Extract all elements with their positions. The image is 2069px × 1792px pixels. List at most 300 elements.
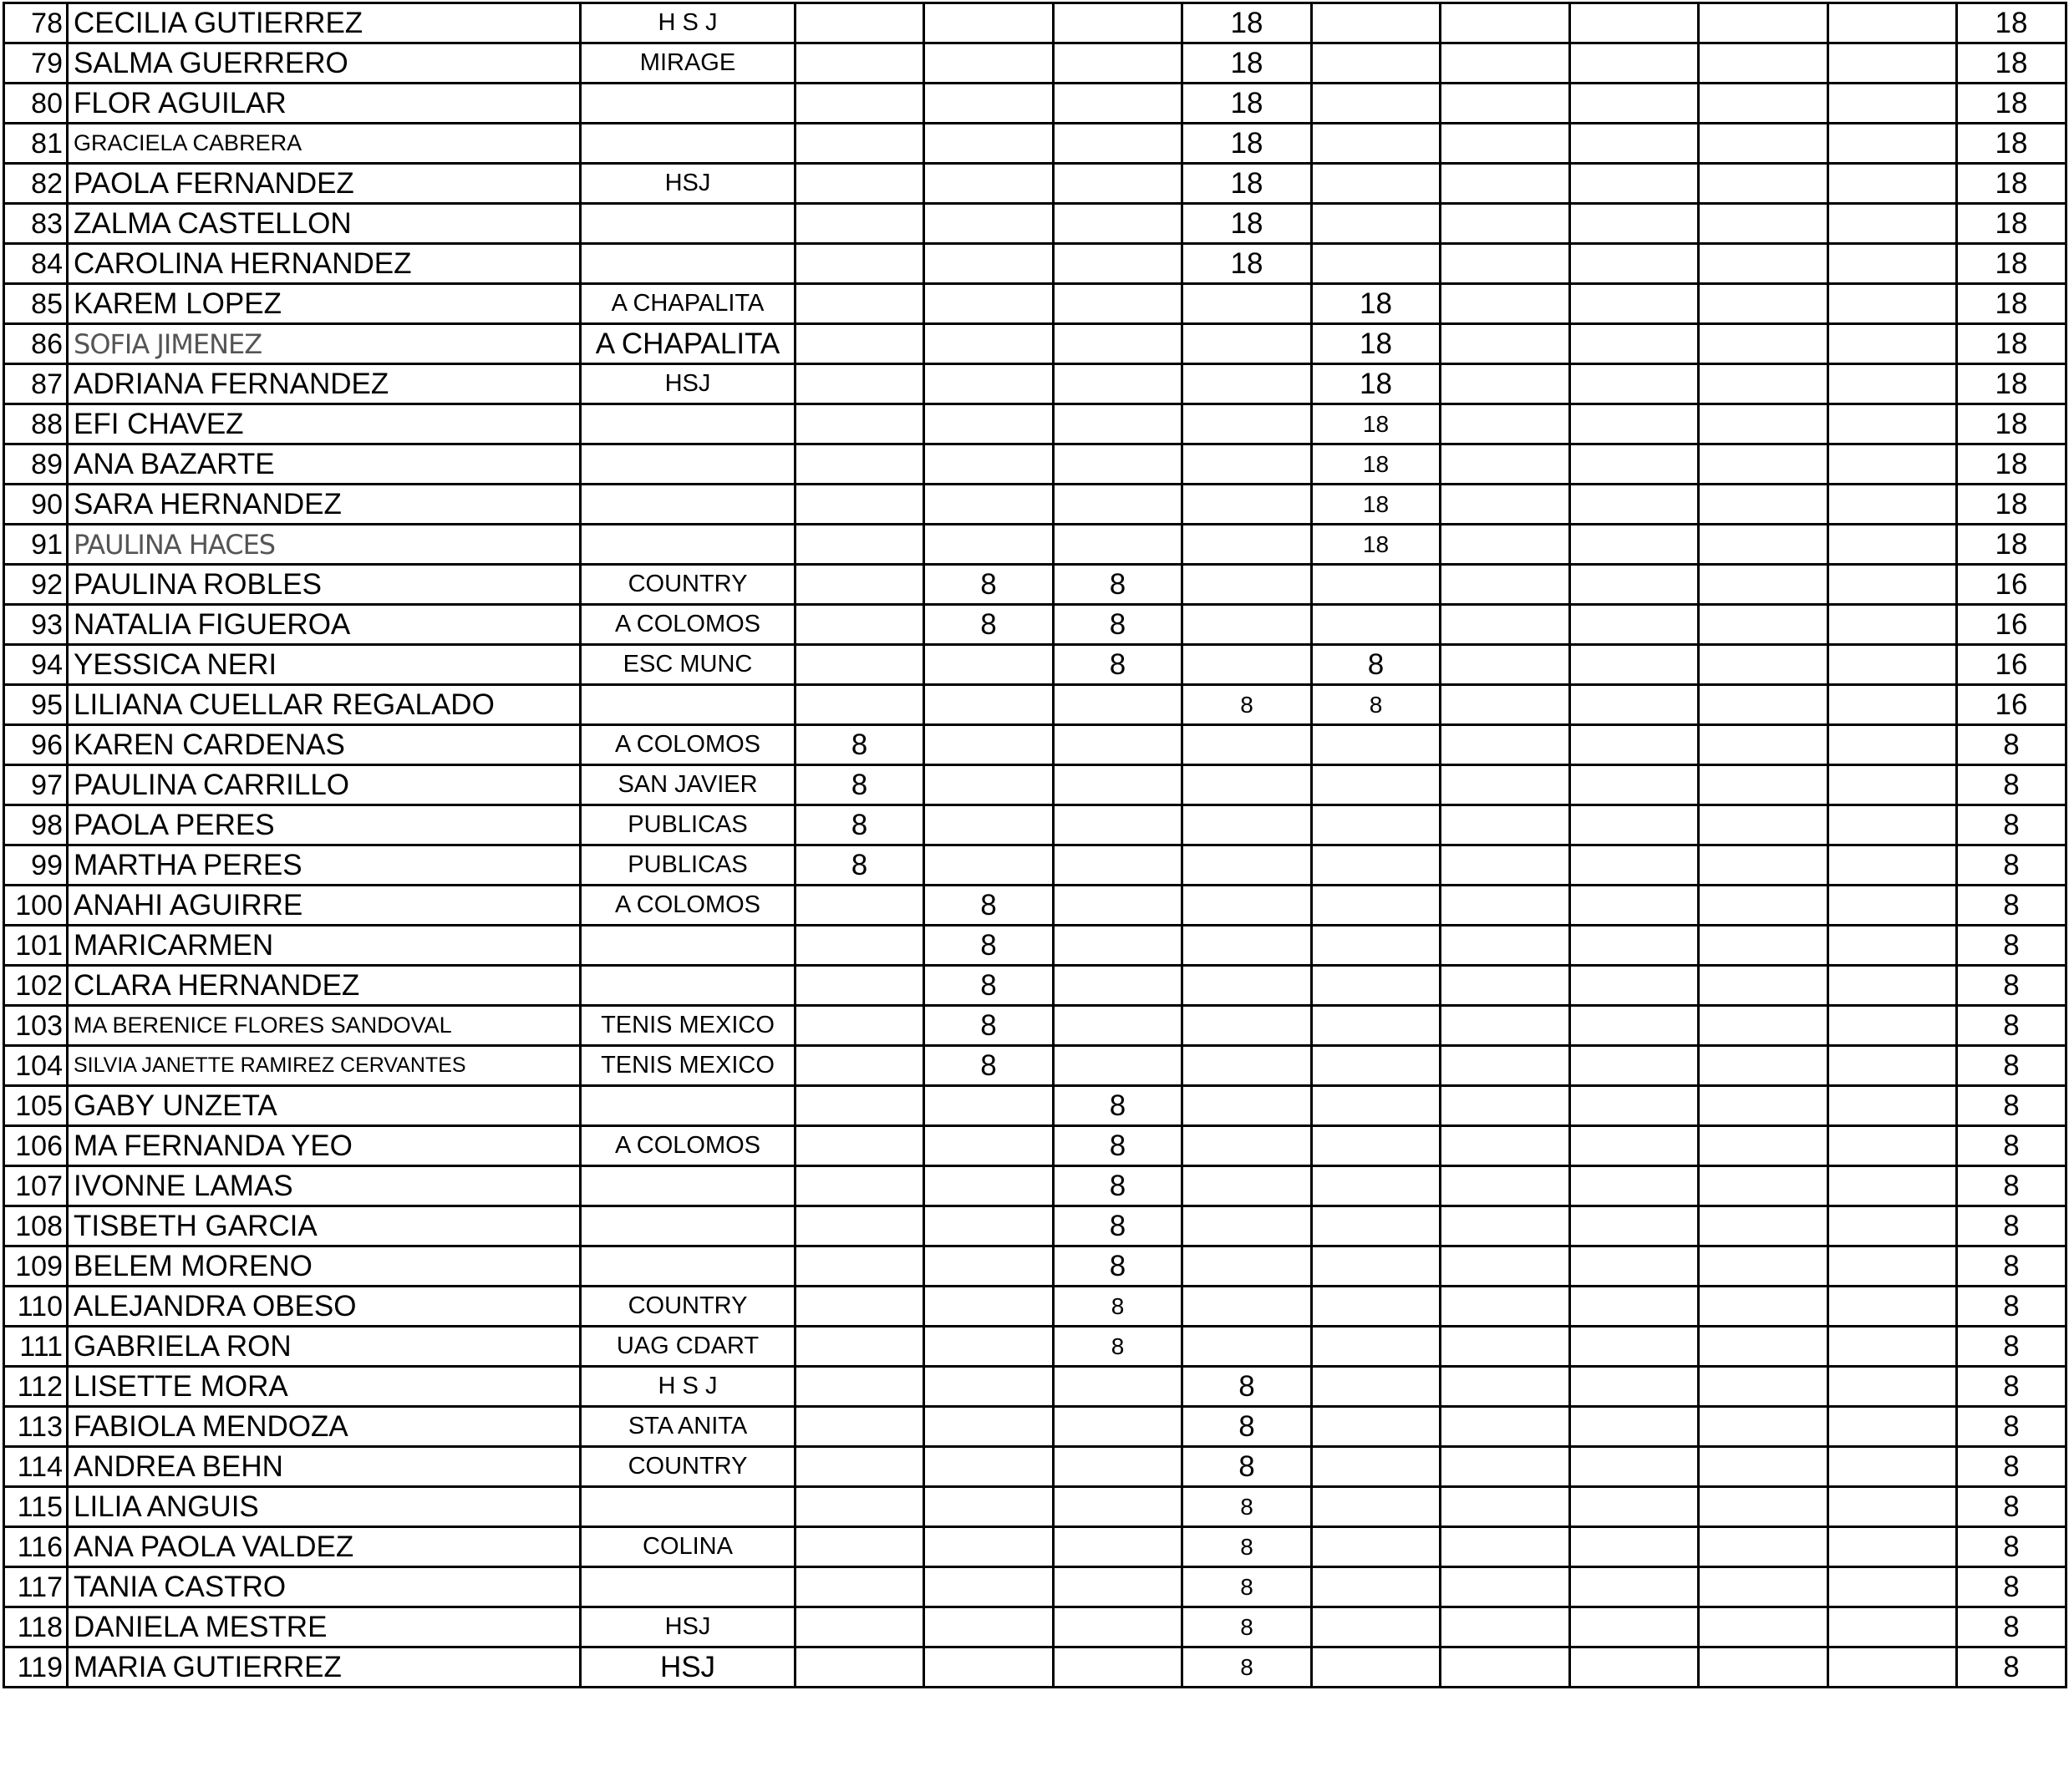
tournament-points-cell [1054, 845, 1182, 886]
tournament-points-cell [1054, 926, 1182, 966]
tournament-points-cell: 8 [796, 805, 924, 845]
tournament-points-cell [1312, 204, 1441, 244]
tournament-points-cell [1182, 404, 1312, 444]
tournament-points-cell [1312, 886, 1441, 926]
tournament-points-cell [1312, 43, 1441, 84]
player-name-cell: NATALIA FIGUEROA [68, 605, 581, 645]
tournament-points-cell [1699, 1046, 1828, 1086]
tournament-points-cell [1312, 765, 1441, 805]
tournament-points-cell [1828, 164, 1957, 204]
total-points-cell: 8 [1957, 1327, 2066, 1367]
tournament-points-cell [1699, 1647, 1828, 1688]
rank-number-cell: 111 [4, 1327, 68, 1367]
tournament-points-cell [1570, 525, 1699, 565]
tournament-points-cell [1441, 324, 1570, 364]
tournament-points-cell [1570, 1046, 1699, 1086]
tournament-points-cell: 8 [924, 966, 1054, 1006]
tournament-points-cell [1182, 565, 1312, 605]
total-points-cell: 8 [1957, 845, 2066, 886]
tournament-points-cell: 8 [1054, 1287, 1182, 1327]
tournament-points-cell [1828, 605, 1957, 645]
tournament-points-cell [1312, 565, 1441, 605]
tournament-points-cell [1570, 966, 1699, 1006]
tournament-points-cell [924, 1567, 1054, 1607]
rank-number-cell: 85 [4, 284, 68, 324]
tournament-points-cell [796, 1006, 924, 1046]
table-row [4, 605, 2066, 645]
tournament-points-cell [796, 1607, 924, 1647]
tournament-points-cell [1182, 1006, 1312, 1046]
player-name-cell: MARIA GUTIERREZ [68, 1647, 581, 1688]
tournament-points-cell [1570, 1367, 1699, 1407]
tournament-points-cell [796, 204, 924, 244]
club-cell: TENIS MEXICO [581, 1046, 796, 1086]
rank-number-cell: 81 [4, 124, 68, 164]
table-row [4, 1327, 2066, 1367]
total-points-cell: 8 [1957, 1126, 2066, 1166]
tournament-points-cell [1570, 1447, 1699, 1487]
total-points-cell: 8 [1957, 886, 2066, 926]
tournament-points-cell [1182, 605, 1312, 645]
club-cell: COLINA [581, 1527, 796, 1567]
total-points-cell: 16 [1957, 605, 2066, 645]
ranking-rows [4, 3, 2066, 1688]
tournament-points-cell [1441, 1046, 1570, 1086]
table-row [4, 364, 2066, 404]
tournament-points-cell [1441, 805, 1570, 845]
total-points-cell: 8 [1957, 1607, 2066, 1647]
tournament-points-cell [924, 124, 1054, 164]
tournament-points-cell: 8 [1312, 645, 1441, 685]
player-name-cell: ADRIANA FERNANDEZ [68, 364, 581, 404]
tournament-points-cell [924, 1126, 1054, 1166]
table-row [4, 1487, 2066, 1527]
tournament-points-cell [1312, 1206, 1441, 1246]
tournament-points-cell [1570, 1327, 1699, 1367]
tournament-points-cell [1699, 43, 1828, 84]
table-row [4, 966, 2066, 1006]
tournament-points-cell [1570, 1126, 1699, 1166]
tournament-points-cell: 18 [1312, 485, 1441, 525]
club-cell [581, 485, 796, 525]
club-cell: TENIS MEXICO [581, 1006, 796, 1046]
total-points-cell: 18 [1957, 525, 2066, 565]
table-row [4, 886, 2066, 926]
rank-number-cell: 101 [4, 926, 68, 966]
tournament-points-cell [1828, 805, 1957, 845]
tournament-points-cell [1054, 1647, 1182, 1688]
tournament-points-cell [796, 1487, 924, 1527]
club-cell: UAG CDART [581, 1327, 796, 1367]
tournament-points-cell [796, 525, 924, 565]
tournament-points-cell: 8 [1182, 1367, 1312, 1407]
tournament-points-cell [1570, 1166, 1699, 1206]
tournament-points-cell: 18 [1312, 404, 1441, 444]
tournament-points-cell [1054, 1046, 1182, 1086]
tournament-points-cell [1441, 1407, 1570, 1447]
club-cell: A CHAPALITA [581, 324, 796, 364]
tournament-points-cell: 18 [1182, 244, 1312, 284]
tournament-points-cell [1570, 886, 1699, 926]
player-name-cell: IVONNE LAMAS [68, 1166, 581, 1206]
club-cell: HSJ [581, 1647, 796, 1688]
tournament-points-cell [1054, 1006, 1182, 1046]
player-name-cell: GABY UNZETA [68, 1086, 581, 1126]
tournament-points-cell [1570, 605, 1699, 645]
tournament-points-cell [1570, 1206, 1699, 1246]
tournament-points-cell [1828, 204, 1957, 244]
tournament-points-cell [1828, 43, 1957, 84]
tournament-points-cell [796, 1046, 924, 1086]
player-name-cell: FABIOLA MENDOZA [68, 1407, 581, 1447]
total-points-cell: 18 [1957, 364, 2066, 404]
club-cell [581, 404, 796, 444]
tournament-points-cell [924, 364, 1054, 404]
tournament-points-cell [796, 124, 924, 164]
rank-number-cell: 99 [4, 845, 68, 886]
tournament-points-cell [1312, 1487, 1441, 1527]
tournament-points-cell [1828, 765, 1957, 805]
tournament-points-cell [1182, 926, 1312, 966]
rank-number-cell: 114 [4, 1447, 68, 1487]
rank-number-cell: 113 [4, 1407, 68, 1447]
tournament-points-cell [1441, 886, 1570, 926]
tournament-points-cell [1699, 324, 1828, 364]
tournament-points-cell [796, 1367, 924, 1407]
club-cell [581, 685, 796, 725]
tournament-points-cell [1054, 886, 1182, 926]
tournament-points-cell [1828, 645, 1957, 685]
tournament-points-cell [1699, 1126, 1828, 1166]
player-name-cell: BELEM MORENO [68, 1246, 581, 1287]
tournament-points-cell [1828, 1607, 1957, 1647]
tournament-points-cell [1570, 43, 1699, 84]
tournament-points-cell [1054, 805, 1182, 845]
club-cell [581, 244, 796, 284]
total-points-cell: 8 [1957, 966, 2066, 1006]
tournament-points-cell: 8 [1054, 1166, 1182, 1206]
table-row [4, 244, 2066, 284]
tournament-points-cell [924, 84, 1054, 124]
tournament-points-cell [796, 244, 924, 284]
tournament-points-cell: 8 [1182, 685, 1312, 725]
club-cell: A COLOMOS [581, 1126, 796, 1166]
tournament-points-cell [1312, 1006, 1441, 1046]
tournament-points-cell [1828, 324, 1957, 364]
tournament-points-cell [924, 645, 1054, 685]
club-cell [581, 124, 796, 164]
tournament-points-cell [1570, 1287, 1699, 1327]
club-cell [581, 926, 796, 966]
tournament-points-cell [1699, 845, 1828, 886]
player-name-cell: EFI CHAVEZ [68, 404, 581, 444]
tournament-points-cell [1828, 886, 1957, 926]
tournament-points-cell [1699, 1287, 1828, 1327]
tournament-points-cell [1699, 485, 1828, 525]
rank-number-cell: 100 [4, 886, 68, 926]
tournament-points-cell [1054, 84, 1182, 124]
rank-number-cell: 92 [4, 565, 68, 605]
tournament-points-cell [1054, 43, 1182, 84]
table-row [4, 525, 2066, 565]
ranking-table [3, 2, 2067, 1688]
player-name-cell: ANDREA BEHN [68, 1447, 581, 1487]
table-row [4, 685, 2066, 725]
tournament-points-cell [1312, 164, 1441, 204]
tournament-points-cell [796, 1246, 924, 1287]
tournament-points-cell [1570, 364, 1699, 404]
tournament-points-cell [1570, 444, 1699, 485]
tournament-points-cell [1570, 1006, 1699, 1046]
tournament-points-cell [1182, 805, 1312, 845]
tournament-points-cell [1570, 164, 1699, 204]
tournament-points-cell [1441, 1006, 1570, 1046]
total-points-cell: 18 [1957, 324, 2066, 364]
tournament-points-cell: 8 [1182, 1447, 1312, 1487]
tournament-points-cell [1828, 1407, 1957, 1447]
tournament-points-cell [1441, 404, 1570, 444]
tournament-points-cell [1441, 43, 1570, 84]
total-points-cell: 18 [1957, 404, 2066, 444]
table-row [4, 1367, 2066, 1407]
total-points-cell: 8 [1957, 1527, 2066, 1567]
tournament-points-cell [1699, 1367, 1828, 1407]
player-name-cell: SARA HERNANDEZ [68, 485, 581, 525]
tournament-points-cell [924, 525, 1054, 565]
player-name-cell: LISETTE MORA [68, 1367, 581, 1407]
tournament-points-cell [1570, 1407, 1699, 1447]
tournament-points-cell [924, 1327, 1054, 1367]
tournament-points-cell [1570, 284, 1699, 324]
player-name-cell: PAOLA PERES [68, 805, 581, 845]
tournament-points-cell [1570, 1567, 1699, 1607]
table-row [4, 404, 2066, 444]
tournament-points-cell [1699, 685, 1828, 725]
tournament-points-cell [1312, 1447, 1441, 1487]
club-cell [581, 1206, 796, 1246]
tournament-points-cell [1570, 204, 1699, 244]
total-points-cell: 8 [1957, 805, 2066, 845]
tournament-points-cell [1699, 1447, 1828, 1487]
tournament-points-cell [1182, 845, 1312, 886]
tournament-points-cell [1828, 525, 1957, 565]
tournament-points-cell [1570, 926, 1699, 966]
tournament-points-cell [1054, 685, 1182, 725]
tournament-points-cell [1441, 1206, 1570, 1246]
rank-number-cell: 96 [4, 725, 68, 765]
tournament-points-cell [1312, 926, 1441, 966]
tournament-points-cell [1182, 1246, 1312, 1287]
rank-number-cell: 103 [4, 1006, 68, 1046]
tournament-points-cell [924, 3, 1054, 43]
tournament-points-cell [1441, 1086, 1570, 1126]
total-points-cell: 16 [1957, 645, 2066, 685]
tournament-points-cell [1182, 645, 1312, 685]
total-points-cell: 18 [1957, 244, 2066, 284]
tournament-points-cell: 18 [1182, 124, 1312, 164]
tournament-points-cell [1699, 1567, 1828, 1607]
total-points-cell: 8 [1957, 725, 2066, 765]
player-name-cell: KAREM LOPEZ [68, 284, 581, 324]
tournament-points-cell [1441, 284, 1570, 324]
tournament-points-cell [1054, 1487, 1182, 1527]
club-cell [581, 1086, 796, 1126]
tournament-points-cell [924, 244, 1054, 284]
player-name-cell: ZALMA CASTELLON [68, 204, 581, 244]
table-row [4, 3, 2066, 43]
tournament-points-cell: 18 [1312, 364, 1441, 404]
tournament-points-cell [1828, 1287, 1957, 1327]
tournament-points-cell [1441, 1287, 1570, 1327]
tournament-points-cell: 8 [1054, 605, 1182, 645]
club-cell [581, 966, 796, 1006]
player-name-cell: ANA BAZARTE [68, 444, 581, 485]
tournament-points-cell [1570, 1607, 1699, 1647]
table-row [4, 1046, 2066, 1086]
tournament-points-cell [1699, 404, 1828, 444]
total-points-cell: 8 [1957, 1367, 2066, 1407]
tournament-points-cell [924, 1647, 1054, 1688]
rank-number-cell: 106 [4, 1126, 68, 1166]
tournament-points-cell [1828, 1647, 1957, 1688]
tournament-points-cell [1054, 284, 1182, 324]
tournament-points-cell [1312, 84, 1441, 124]
tournament-points-cell [1312, 1407, 1441, 1447]
rank-number-cell: 80 [4, 84, 68, 124]
club-cell [581, 1246, 796, 1287]
tournament-points-cell: 8 [1182, 1487, 1312, 1527]
tournament-points-cell [1828, 845, 1957, 886]
tournament-points-cell [1699, 1166, 1828, 1206]
tournament-points-cell [1441, 244, 1570, 284]
tournament-points-cell [1054, 324, 1182, 364]
player-name-cell: MA FERNANDA YEO [68, 1126, 581, 1166]
tournament-points-cell [796, 164, 924, 204]
table-row [4, 485, 2066, 525]
tournament-points-cell [1054, 364, 1182, 404]
tournament-points-cell [1441, 1567, 1570, 1607]
tournament-points-cell: 18 [1182, 164, 1312, 204]
tournament-points-cell [1828, 244, 1957, 284]
club-cell: SAN JAVIER [581, 765, 796, 805]
tournament-points-cell [1182, 364, 1312, 404]
tournament-points-cell [1828, 1527, 1957, 1567]
tournament-points-cell [1441, 565, 1570, 605]
tournament-points-cell [1699, 3, 1828, 43]
tournament-points-cell [1312, 124, 1441, 164]
player-name-cell: ANAHI AGUIRRE [68, 886, 581, 926]
player-name-cell: CECILIA GUTIERREZ [68, 3, 581, 43]
tournament-points-cell [1441, 1607, 1570, 1647]
tournament-points-cell [1699, 1246, 1828, 1287]
tournament-points-cell [796, 84, 924, 124]
tournament-points-cell [1699, 886, 1828, 926]
club-cell: STA ANITA [581, 1407, 796, 1447]
tournament-points-cell: 8 [924, 1046, 1054, 1086]
tournament-points-cell [1312, 1327, 1441, 1367]
club-cell: A COLOMOS [581, 725, 796, 765]
club-cell [581, 204, 796, 244]
tournament-points-cell [1699, 1487, 1828, 1527]
club-cell: HSJ [581, 1607, 796, 1647]
tournament-points-cell [796, 685, 924, 725]
tournament-points-cell: 8 [1182, 1567, 1312, 1607]
rank-number-cell: 115 [4, 1487, 68, 1527]
tournament-points-cell [796, 1206, 924, 1246]
total-points-cell: 16 [1957, 685, 2066, 725]
tournament-points-cell [924, 1367, 1054, 1407]
club-cell [581, 84, 796, 124]
tournament-points-cell [1441, 84, 1570, 124]
tournament-points-cell [796, 1527, 924, 1567]
tournament-points-cell [1312, 1166, 1441, 1206]
tournament-points-cell [1312, 1367, 1441, 1407]
tournament-points-cell [1570, 805, 1699, 845]
tournament-points-cell [1828, 485, 1957, 525]
tournament-points-cell: 8 [924, 1006, 1054, 1046]
tournament-points-cell [1441, 1126, 1570, 1166]
tournament-points-cell [796, 1567, 924, 1607]
tournament-points-cell [1312, 3, 1441, 43]
rank-number-cell: 98 [4, 805, 68, 845]
tournament-points-cell [1312, 1046, 1441, 1086]
total-points-cell: 18 [1957, 124, 2066, 164]
club-cell [581, 1567, 796, 1607]
table-row [4, 1246, 2066, 1287]
table-row [4, 765, 2066, 805]
tournament-points-cell [1699, 565, 1828, 605]
table-row [4, 1006, 2066, 1046]
table-row [4, 805, 2066, 845]
tournament-points-cell [1828, 3, 1957, 43]
tournament-points-cell [924, 204, 1054, 244]
tournament-points-cell [1441, 1246, 1570, 1287]
tournament-points-cell [1828, 926, 1957, 966]
tournament-points-cell [1441, 725, 1570, 765]
tournament-points-cell [924, 1086, 1054, 1126]
tournament-points-cell [924, 805, 1054, 845]
tournament-points-cell [1441, 204, 1570, 244]
tournament-points-cell [924, 725, 1054, 765]
tournament-points-cell: 8 [924, 926, 1054, 966]
table-row [4, 1287, 2066, 1327]
tournament-points-cell [1828, 966, 1957, 1006]
tournament-points-cell [796, 565, 924, 605]
tournament-points-cell: 8 [924, 886, 1054, 926]
player-name-cell: MA BERENICE FLORES SANDOVAL [68, 1006, 581, 1046]
tournament-points-cell [796, 1287, 924, 1327]
table-row [4, 284, 2066, 324]
club-cell [581, 1166, 796, 1206]
table-row [4, 1126, 2066, 1166]
tournament-points-cell [796, 926, 924, 966]
tournament-points-cell: 8 [1054, 565, 1182, 605]
tournament-points-cell [924, 1607, 1054, 1647]
tournament-points-cell: 18 [1182, 43, 1312, 84]
tournament-points-cell: 8 [796, 725, 924, 765]
player-name-cell: DANIELA MESTRE [68, 1607, 581, 1647]
table-row [4, 565, 2066, 605]
tournament-points-cell [1054, 404, 1182, 444]
tournament-points-cell: 8 [1054, 1086, 1182, 1126]
tournament-points-cell: 8 [1054, 1327, 1182, 1367]
tournament-points-cell [1699, 84, 1828, 124]
tournament-points-cell [1441, 1487, 1570, 1527]
rank-number-cell: 88 [4, 404, 68, 444]
tournament-points-cell [1182, 765, 1312, 805]
tournament-points-cell [1699, 444, 1828, 485]
tournament-points-cell: 8 [1182, 1647, 1312, 1688]
